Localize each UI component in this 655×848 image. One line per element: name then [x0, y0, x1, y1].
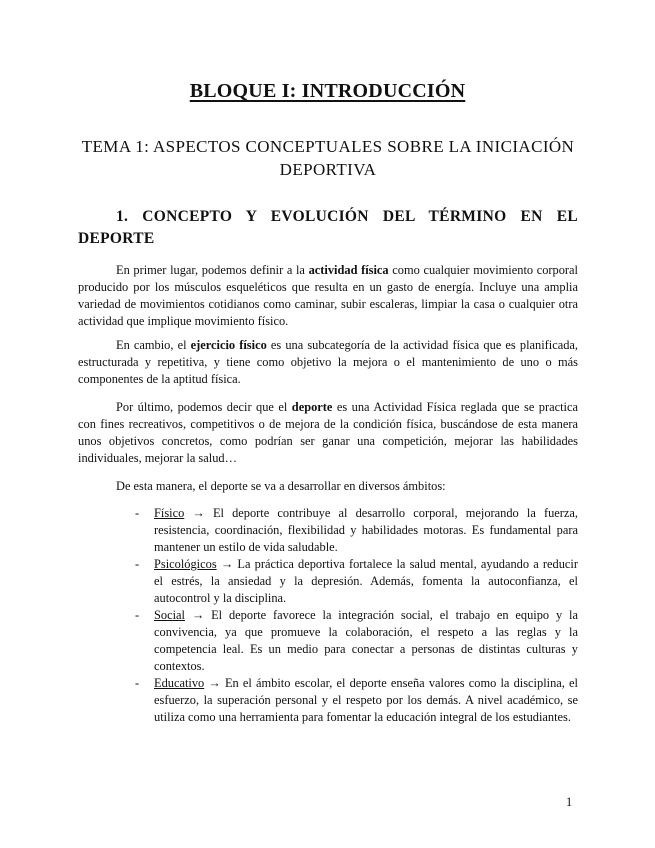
bold-term: actividad física: [308, 263, 389, 277]
list-dash: -: [135, 557, 140, 571]
topic-title: TEMA 1: ASPECTOS CONCEPTUALES SOBRE LA INICIACIÓN DEPORTIVA: [81, 137, 575, 179]
list-term: Educativo: [154, 676, 205, 690]
list-item: [78, 556, 578, 607]
bold-term: deporte: [291, 400, 333, 414]
list-dash: -: [135, 676, 140, 690]
list-text: → El deporte favorece la integración social, el trabajo en equipo y la convivencia, ya que promueve la colaboración, el respeto a las reglas y la competencia leal. Es un medio para conectar a personas de distintas culturas y contextos.: [154, 608, 578, 673]
paragraph-text: En primer lugar, podemos definir a la: [116, 263, 309, 277]
ambitos-list: [78, 505, 578, 726]
paragraph-ejercicio-fisico: [78, 337, 578, 388]
page-number: 1: [566, 795, 573, 809]
paragraph-text: En cambio, el: [116, 338, 191, 352]
section-title: [78, 206, 578, 250]
list-item: [78, 675, 578, 726]
paragraph-text: como cualquier movimiento corporal producido por los músculos esqueléticos que resulta en un gasto de energía. Incluye una amplia variedad de movimientos cotidianos como caminar, subir escaleras, limpiar la casa o cualquier otra actividad que implique movimiento físico.: [78, 263, 579, 328]
paragraph-text: Por último, podemos decir que el: [116, 400, 292, 414]
paragraph-text: es una subcategoría de la actividad física que es planificada, estructurada y repetitiva, y tiene como objetivo la mejora o el mantenimiento de uno o más componentes de la aptitud física.: [78, 338, 579, 386]
section-title-line1: 1. CONCEPTO Y EVOLUCIÓN DEL TÉRMINO EN EL: [116, 208, 578, 225]
list-item: [78, 505, 578, 556]
list-term: Psicológicos: [154, 557, 217, 571]
list-dash: -: [135, 506, 140, 520]
paragraph-text: es una Actividad Física reglada que se practica con fines recreativos, competitivos o de mejora de la condición física, buscándose de esta manera unos objetivos concretos, como podrían ser ganar una competición, mejorar las habilidades individuales, mejorar la salud…: [78, 400, 578, 465]
list-item: [78, 607, 578, 675]
bold-term: ejercicio físico: [190, 338, 267, 352]
list-text: → En el ámbito escolar, el deporte enseña valores como la disciplina, el esfuerzo, la superación personal y el respeto por los demás. A nivel académico, se utiliza como una herramienta para fomentar la educación integral de los estudiantes.: [154, 676, 578, 724]
list-term: Social: [154, 608, 185, 622]
section-title-line2: DEPORTE: [78, 230, 155, 247]
paragraph-ambitos-intro: De esta manera, el deporte se va a desarrollar en diversos ámbitos:: [116, 479, 446, 493]
paragraph-actividad-fisica: [78, 262, 578, 330]
list-dash: -: [135, 608, 140, 622]
list-term: Físico: [154, 506, 185, 520]
list-text: → El deporte contribuye al desarrollo corporal, mejorando la fuerza, resistencia, coordinación, flexibilidad y habilidades motoras. Es fundamental para mantener un estilo de vida saludable.: [154, 506, 578, 554]
list-text: → La práctica deportiva fortalece la salud mental, ayudando a reducir el estrés, la ansiedad y la depresión. Además, fomenta la autoconfianza, el autocontrol y la disciplina.: [154, 557, 578, 605]
paragraph-deporte: [78, 399, 578, 467]
block-title: BLOQUE I: INTRODUCCIÓN: [189, 80, 466, 102]
